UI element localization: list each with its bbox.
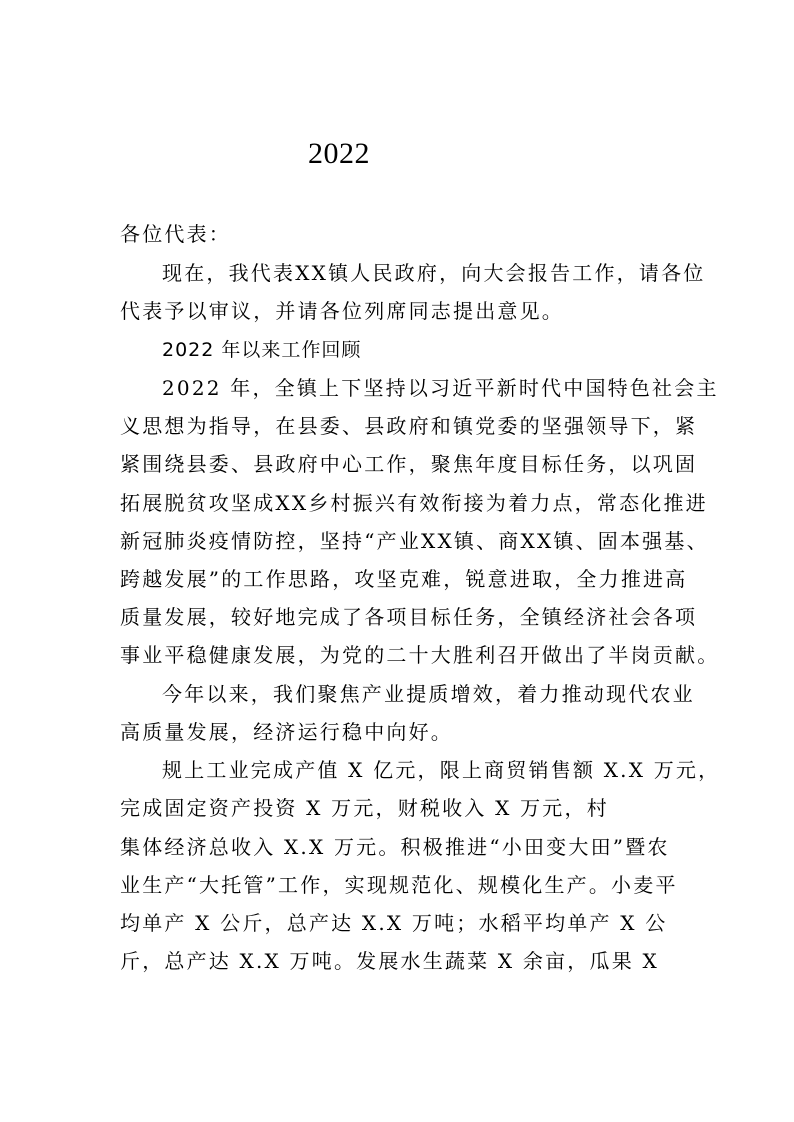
paragraph-line: 完成固定资产投资 X 万元，财税收入 X 万元，村 — [120, 796, 609, 820]
paragraph-line: 规上工业完成产值 X 亿元，限上商贸销售额 X.X 万元， — [162, 758, 721, 782]
paragraph-line: 现在，我代表XX镇人民政府，向大会报告工作，请各位 — [162, 261, 706, 285]
paragraph-line: 今年以来，我们聚焦产业提质增效，着力推动现代农业 — [162, 682, 695, 706]
paragraph-line: 代表予以审议，并请各位列席同志提出意见。 — [120, 299, 564, 323]
paragraph-line: 新冠肺炎疫情防控，坚持“产业XX镇、商XX镇、固本强基、 — [120, 529, 709, 553]
paragraph-line: 紧围绕县委、县政府中心工作，聚焦年度目标任务，以巩固 — [120, 452, 698, 476]
document-title: 2022 — [308, 137, 370, 170]
paragraph-line: 拓展脱贫攻坚成XX乡村振兴有效衔接为着力点，常态化推进 — [120, 491, 708, 515]
paragraph-line: 义思想为指导，在县委、县政府和镇党委的坚强领导下，紧 — [120, 414, 698, 438]
section-heading: 2022 年以来工作回顾 — [162, 339, 362, 361]
paragraph-line: 斤，总产达 X.X 万吨。发展水生蔬菜 X 余亩，瓜果 X — [120, 949, 659, 973]
paragraph-line: 均单产 X 公斤，总产达 X.X 万吨；水稻平均单产 X 公 — [120, 911, 668, 935]
paragraph-line: 跨越发展”的工作思路，攻坚克难，锐意进取，全力推进高 — [120, 567, 688, 591]
paragraph-line: 业生产“大托管”工作，实现规范化、规模化生产。小麦平 — [120, 873, 678, 897]
salutation: 各位代表： — [120, 222, 231, 246]
paragraph-line: 集体经济总收入 X.X 万元。积极推进“小田变大田”暨农 — [120, 835, 670, 859]
paragraph-line: 高质量发展，经济运行稳中向好。 — [120, 720, 453, 744]
paragraph-line: 质量发展，较好地完成了各项目标任务，全镇经济社会各项 — [120, 605, 698, 629]
paragraph-line: 事业平稳健康发展，为党的二十大胜利召开做出了半岗贡献。 — [120, 643, 720, 667]
paragraph-line: 2022 年，全镇上下坚持以习近平新时代中国特色社会主 — [162, 376, 719, 400]
